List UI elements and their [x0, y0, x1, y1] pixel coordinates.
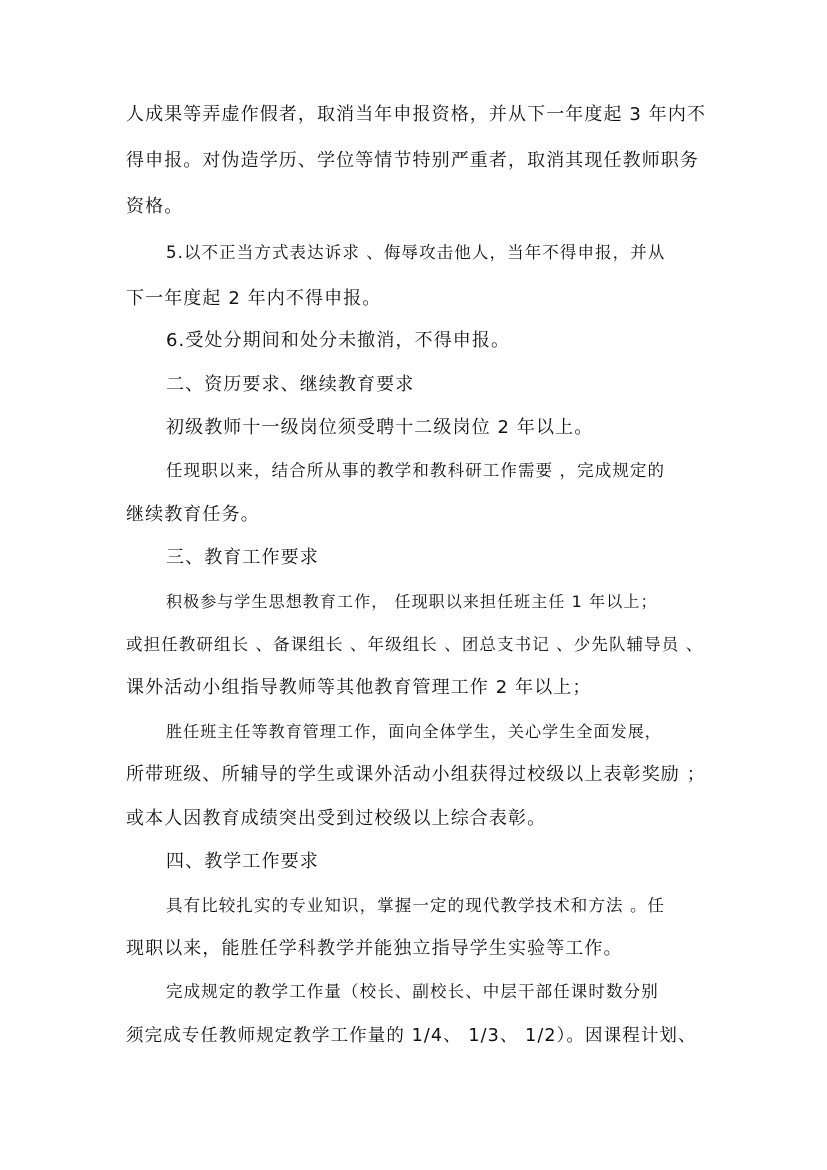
text-line: 人成果等弄虚作假者，取消当年申报资格，并从下一年度起 3 年内不 — [126, 104, 707, 125]
text-line: 得申报。对伪造学历、学位等情节特别严重者，取消其现任教师职务 — [126, 150, 699, 171]
text-line: 下一年度起 2 年内不得申报。 — [126, 288, 382, 309]
text-line: 所带班级、所辅导的学生或课外活动小组获得过校级以上表彰奖励 ； — [126, 764, 706, 785]
text-line: 现职以来，能胜任学科教学并能独立指导学生实验等工作。 — [126, 938, 623, 959]
text-line: 胜任班主任等教育管理工作，面向全体学生，关心学生全面发展， — [166, 722, 662, 741]
text-line: 6.受处分期间和处分未撤消，不得申报。 — [166, 330, 511, 351]
section-heading: 三、教育工作要求 — [166, 547, 319, 568]
text-line: 或本人因教育成绩突出受到过校级以上综合表彰。 — [126, 808, 547, 829]
text-line: 完成规定的教学工作量（校长、副校长、中层干部任课时数分别 — [166, 982, 659, 1001]
text-line: 继续教育任务。 — [126, 504, 260, 525]
text-line: 须完成专任教师规定教学工作量的 1/4、 1/3、 1/2）。因课程计划、 — [126, 1026, 697, 1046]
text-line: 任现职以来，结合所从事的教学和教科研工作需要 ，完成规定的 — [166, 461, 666, 480]
section-heading: 二、资历要求、继续教育要求 — [166, 374, 415, 395]
section-heading: 四、教学工作要求 — [166, 851, 319, 872]
text-line: 积极参与学生思想教育工作， 任现职以来担任班主任 1 年以上； — [166, 592, 658, 611]
text-line: 具有比较扎实的专业知识，掌握一定的现代教学技术和方法 。任 — [166, 896, 666, 915]
text-line: 资格。 — [126, 196, 184, 217]
text-line: 5.以不正当方式表达诉求 、侮辱攻击他人，当年不得申报，并从 — [166, 243, 666, 262]
text-line: 课外活动小组指导教师等其他教育管理工作 2 年以上； — [126, 677, 592, 698]
text-line: 或担任教研组长 、备课组长 、年级组长 、团总支书记 、少先队辅导员 、 — [126, 635, 704, 654]
text-line: 初级教师十一级岗位须受聘十二级岗位 2 年以上。 — [166, 417, 594, 438]
